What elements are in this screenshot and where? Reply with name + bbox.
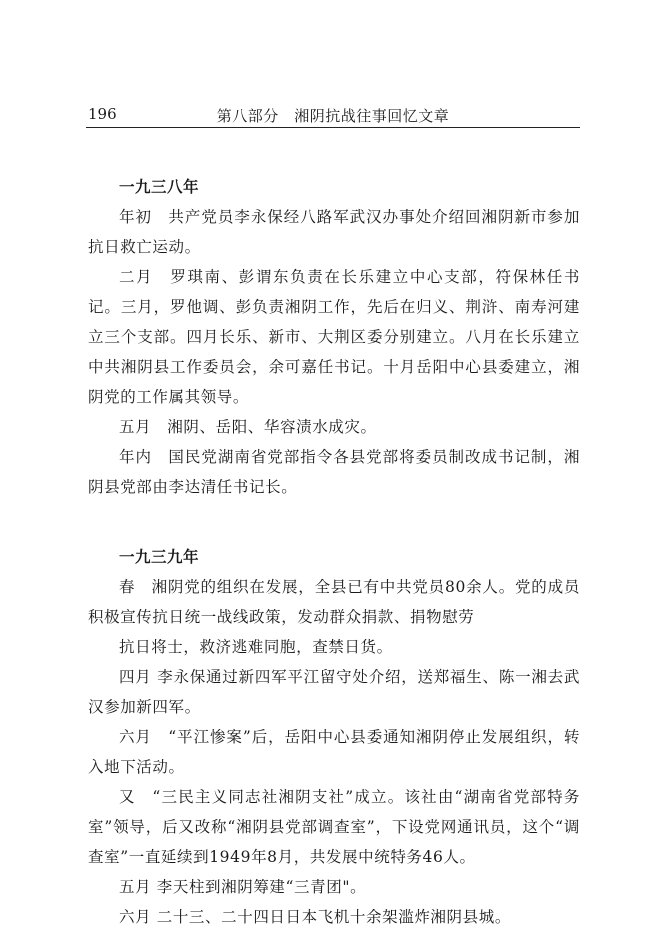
paragraph: 年内 国民党湖南省党部指令各县党部将委员制改成书记制，湘阴县党部由李达清任书记长。 xyxy=(88,448,580,496)
section-1939 xyxy=(88,542,580,932)
paragraph: 年初 共产党员李永保经八路军武汉办事处介绍回湘阴新市参加抗日救亡运动。 xyxy=(88,208,580,256)
paragraph: 抗日将士，救济逃难同胞，查禁日货。 xyxy=(119,638,393,656)
paragraph: 又 “三民主义同志社湘阴支社”成立。该社由“湖南省党部特务室”领导，后又改称“湘阴县党部调查室”，下设党网通讯员，这个“调查室”一直延续到1949年8月，共发展中统特务46人。 xyxy=(88,788,580,866)
page-number: 196 xyxy=(88,105,117,123)
section-1938 xyxy=(88,172,580,502)
year-heading: 一九三九年 xyxy=(119,547,200,566)
paragraph: 二月 罗琪南、彭谓东负责在长乐建立中心支部，符保林任书记。三月，罗他调、彭负责湘阴工作，先后在归义、荆浒、南寿河建立三个支部。四月长乐、新市、大荆区委分别建立。八月在长乐建立中共湘阴县工作委员会，余可嘉任书记。十月岳阳中心县委建立，湘阴党的工作属其领导。 xyxy=(88,268,580,406)
paragraph: 六月 二十三、二十四日日本飞机十余架滥炸湘阴县城。 xyxy=(119,908,511,926)
page-body xyxy=(88,160,580,932)
running-title: 第八部分 湘阴抗战往事回忆文章 xyxy=(216,107,450,125)
year-heading: 一九三八年 xyxy=(119,177,200,196)
paragraph: 五月 李天柱到湘阴筹建“三青团"。 xyxy=(119,878,367,896)
page-header xyxy=(86,101,580,128)
paragraph: 六月 “平江惨案”后，岳阳中心县委通知湘阴停止发展组织，转入地下活动。 xyxy=(88,728,580,776)
paragraph: 春 湘阴党的组织在发展，全县已有中共党员80余人。党的成员积极宣传抗日统一战线政策，发动群众捐款、捐物慰劳 xyxy=(88,578,580,626)
paragraph: 四月 李永保通过新四军平江留守处介绍，送郑福生、陈一湘去武汉参加新四军。 xyxy=(88,668,580,716)
paragraph: 五月 湘阴、岳阳、华容渍水成灾。 xyxy=(119,418,377,436)
